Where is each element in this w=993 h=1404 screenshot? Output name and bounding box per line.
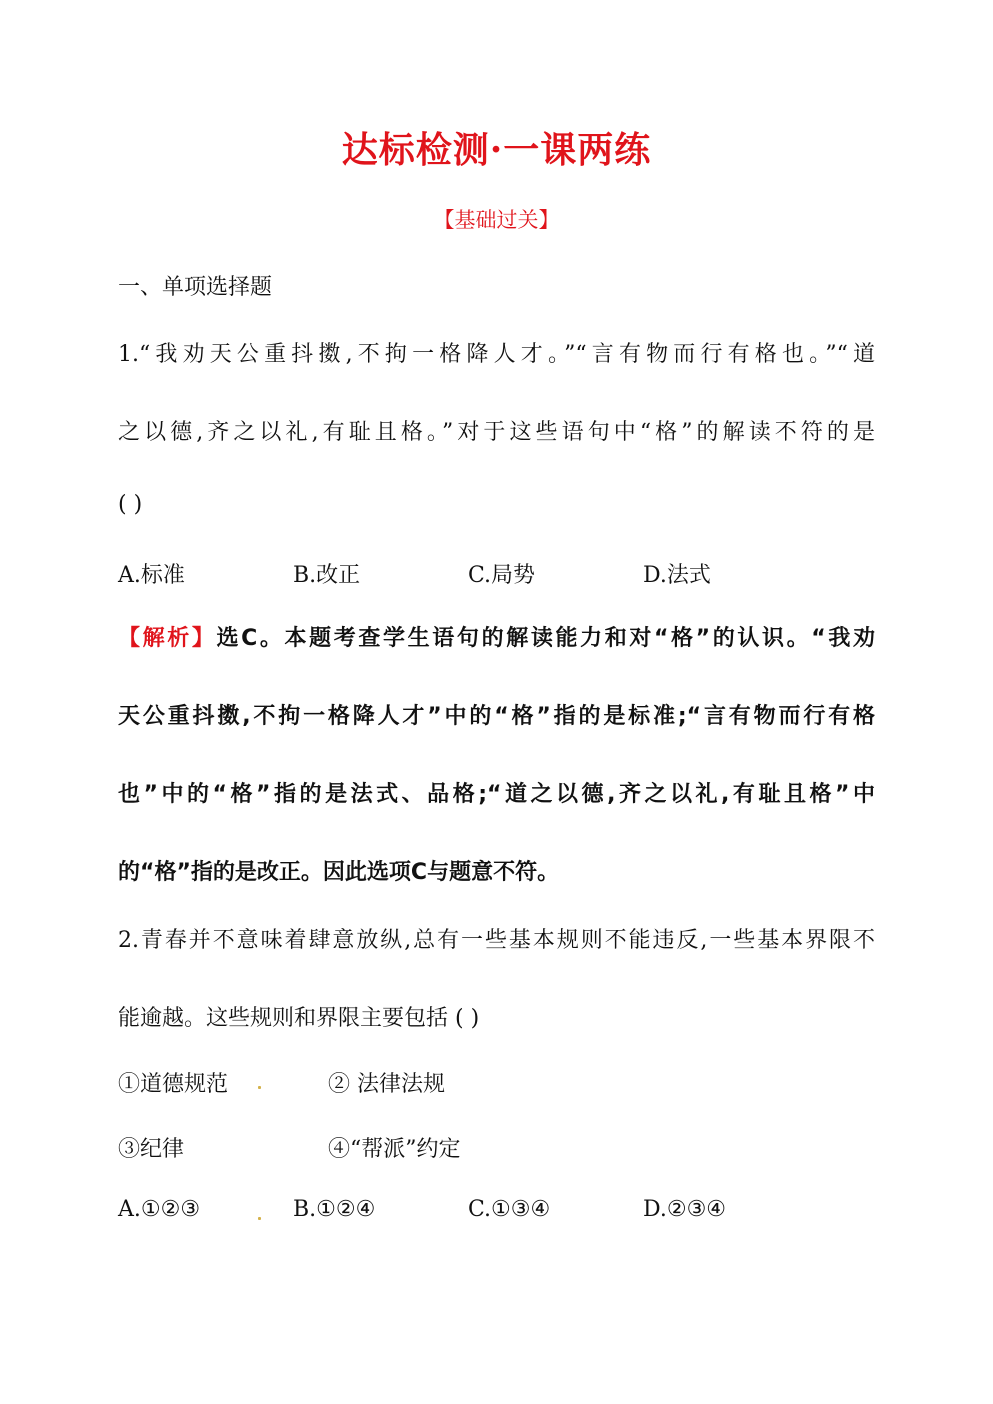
q2-item-1: ①道德规范 — [118, 1072, 229, 1097]
q2-stem-line-2: 能逾越。这些规则和界限主要包括 ( ) — [118, 1006, 480, 1031]
q1-option-c: C.局势 — [468, 563, 536, 588]
part-heading: 一、单项选择题 — [118, 275, 273, 300]
q2-item-4: ④“帮派”约定 — [328, 1137, 461, 1162]
q1-analysis-line-4: 的“格”指的是改正。因此选项C与题意不符。 — [118, 860, 560, 885]
stray-mark — [258, 1086, 261, 1089]
q1-option-d: D.法式 — [643, 563, 711, 588]
page-title: 达标检测·一课两练 — [341, 129, 652, 171]
q1-option-a: A.标准 — [118, 563, 185, 588]
q2-item-3: ③纪律 — [118, 1137, 185, 1162]
q1-analysis-line-2: 天公重抖擞,不拘一格降人才”中的“格”指的是标准;“言有物而行有格 — [118, 704, 875, 729]
q1-analysis-line-3: 也”中的“格”指的是法式、品格;“道之以德,齐之以礼,有耻且格”中 — [118, 782, 875, 807]
section-label: 【基础过关】 — [433, 208, 560, 232]
q2-option-b: B.①②④ — [293, 1197, 376, 1222]
q2-stem-line-1: 2.青春并不意味着肆意放纵,总有一些基本规则不能违反,一些基本界限不 — [118, 928, 875, 953]
q2-option-d: D.②③④ — [643, 1197, 727, 1222]
q1-stem-line-1: 1.“我劝天公重抖擞,不拘一格降人才。”“言有物而行有格也。”“道 — [118, 342, 875, 367]
stray-mark — [258, 1217, 261, 1220]
q2-item-2: ② 法律法规 — [328, 1072, 445, 1097]
q2-option-c: C.①③④ — [468, 1197, 551, 1222]
q2-option-a: A.①②③ — [118, 1197, 201, 1222]
q1-stem-line-2: 之以德,齐之以礼,有耻且格。”对于这些语句中“格”的解读不符的是 — [118, 420, 875, 445]
q1-option-b: B.改正 — [293, 563, 361, 588]
q1-answer-blank: ( ) — [118, 492, 143, 517]
analysis-label: 【解析】 — [118, 626, 217, 651]
analysis-text: 选C。本题考查学生语句的解读能力和对“格”的认识。“我劝 — [216, 626, 875, 651]
q1-analysis-line-1 — [118, 621, 875, 652]
